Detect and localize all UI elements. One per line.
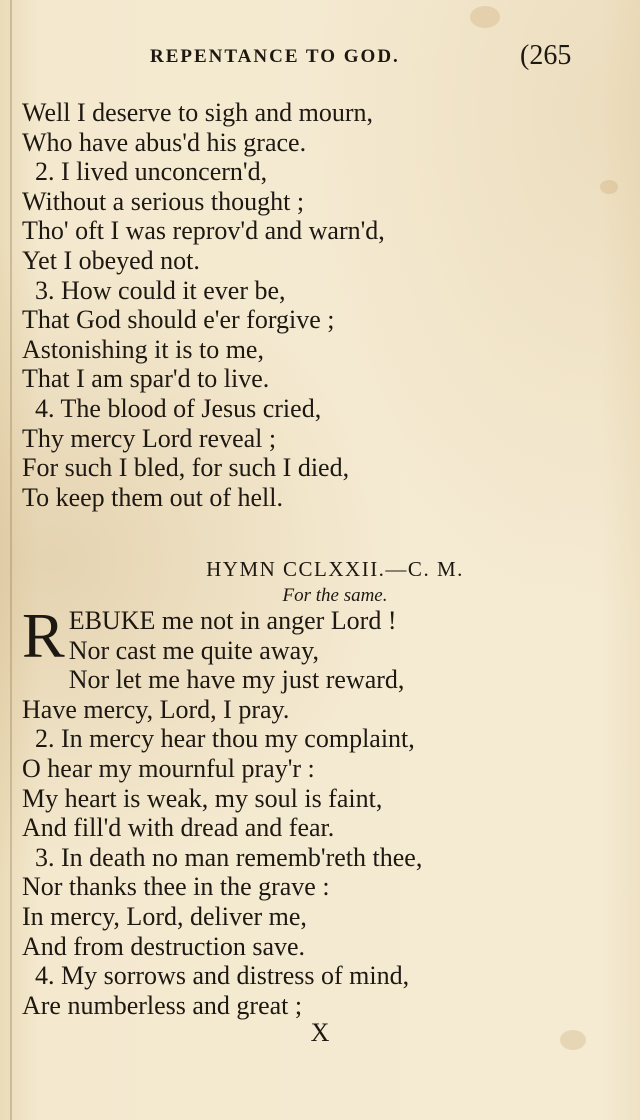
verse-line: Well I deserve to sigh and mourn, xyxy=(22,98,373,127)
signature-mark: X xyxy=(310,1018,330,1047)
hymn-title: HYMN CCLXXII.—C. M. xyxy=(206,557,464,581)
verse-line: That God should e'er forgive ; xyxy=(22,305,335,335)
verse-line: Thy mercy Lord reveal ; xyxy=(22,423,277,453)
verse-line: O hear my mournful pray'r : xyxy=(22,753,315,783)
verse-line: To keep them out of hell. xyxy=(22,482,284,512)
page-header xyxy=(0,40,640,76)
verse-line: Nor let me have my just reward, xyxy=(68,665,405,695)
verse-line: In mercy, Lord, deliver me, xyxy=(22,901,307,931)
hymn-subtitle: For the same. xyxy=(282,585,388,606)
verse-line: And fill'd with dread and fear. xyxy=(22,813,335,843)
hymn-heading xyxy=(0,554,640,608)
page-number: (265 xyxy=(520,40,572,71)
verse-line: Have mercy, Lord, I pray. xyxy=(22,694,290,724)
verse-line: 2. I lived unconcern'd, xyxy=(35,157,268,187)
verse-line: 4. The blood of Jesus cried, xyxy=(35,393,322,423)
running-head: REPENTANCE TO GOD. xyxy=(150,46,400,67)
verse-line: Nor cast me quite away, xyxy=(68,635,319,665)
verse-line: For such I bled, for such I died, xyxy=(22,453,350,483)
verse-line: Astonishing it is to me, xyxy=(22,334,264,364)
verse-line: EBUKE me not in anger Lord ! xyxy=(68,606,397,635)
verse-line: 3. How could it ever be, xyxy=(35,275,286,305)
verse-line: 3. In death no man rememb'reth thee, xyxy=(35,842,423,872)
verse-line: Are numberless and great ; xyxy=(22,990,303,1020)
verse-line: My heart is weak, my soul is faint, xyxy=(22,783,383,813)
hymn-verses xyxy=(22,600,622,1020)
verse-line: Without a serious thought ; xyxy=(22,186,305,216)
verse-line: 2. In mercy hear thou my complaint, xyxy=(35,724,415,754)
verse-line: That I am spar'd to live. xyxy=(22,364,270,394)
verse-line: 4. My sorrows and distress of mind, xyxy=(35,961,410,991)
hymn-opening xyxy=(22,600,622,671)
verses-top xyxy=(22,98,622,512)
verse-line: And from destruction save. xyxy=(22,931,306,961)
drop-cap: R xyxy=(22,600,65,671)
verse-line: Tho' oft I was reprov'd and warn'd, xyxy=(22,216,385,246)
foxing-spot xyxy=(470,6,500,28)
verse-line: Who have abus'd his grace. xyxy=(22,127,307,157)
verse-line: Nor thanks thee in the grave : xyxy=(22,872,330,902)
verse-line: Yet I obeyed not. xyxy=(22,245,200,275)
